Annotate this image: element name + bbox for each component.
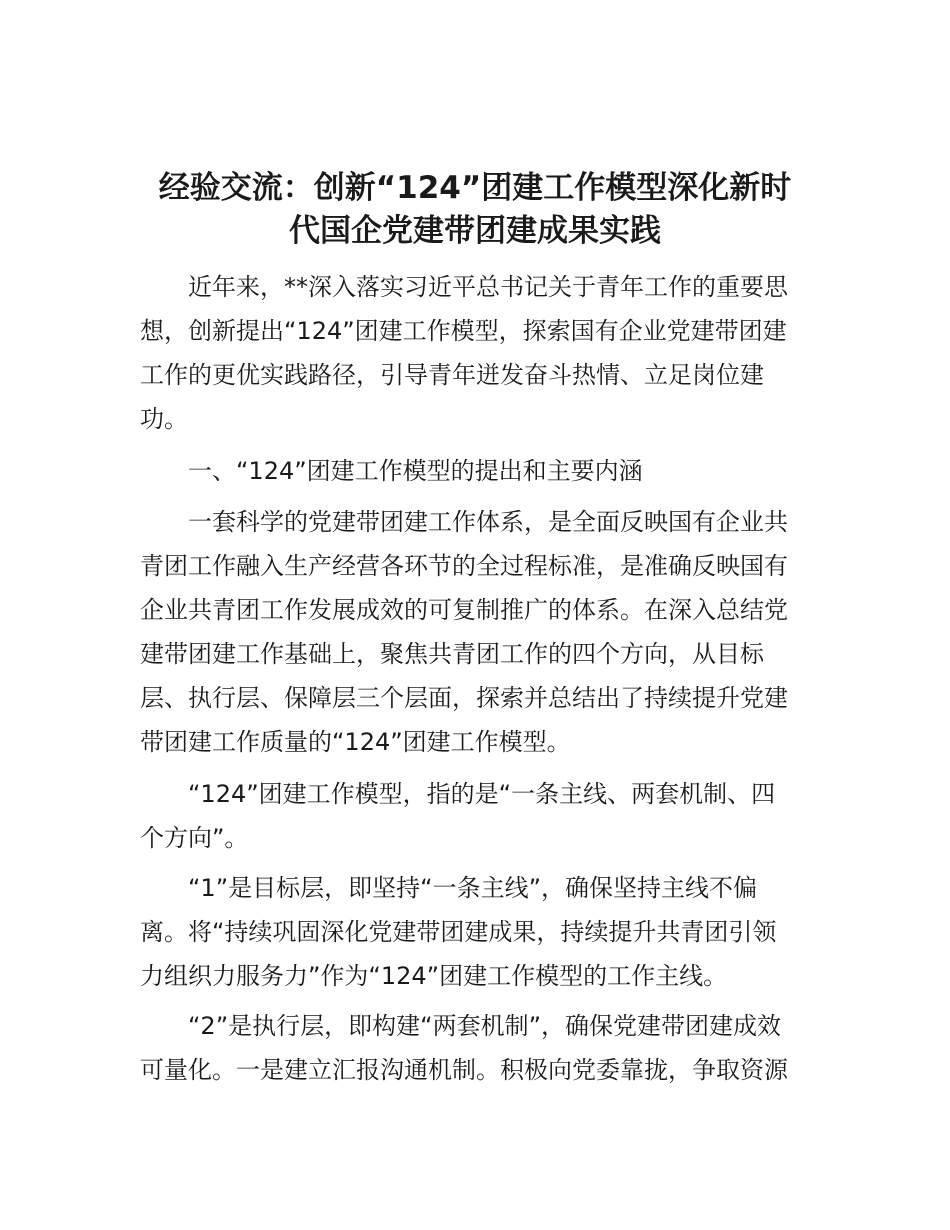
paragraph-line: 个方向”。 — [140, 824, 249, 852]
paragraph-line: 企业共青团工作发展成效的可复制推广的体系。在深入总结党 — [140, 596, 788, 624]
paragraph-line: 近年来，**深入落实习近平总书记关于青年工作的重要思 — [188, 273, 788, 301]
paragraph-line: 离。将“持续巩固深化党建带团建成果，持续提升共青团引领 — [140, 918, 777, 946]
paragraph-line: “124”团建工作模型，指的是“一条主线、两套机制、四 — [188, 780, 776, 808]
paragraph-line: 青团工作融入生产经营各环节的全过程标准，是准确反映国有 — [140, 552, 788, 580]
paragraph-line: 可量化。一是建立汇报沟通机制。积极向党委靠拢，争取资源 — [140, 1056, 788, 1084]
paragraph-target-layer — [140, 866, 812, 998]
paragraph-execution-layer — [140, 1004, 812, 1092]
paragraph-definition — [140, 772, 812, 860]
document-title-line-2: 代国企党建带团建成果实践 — [289, 213, 661, 249]
paragraph-line: 建带团建工作基础上，聚焦共青团工作的四个方向，从目标 — [140, 640, 764, 668]
section-heading-text: 一、“124”团建工作模型的提出和主要内涵 — [188, 457, 643, 485]
document-title-line-1: 经验交流：创新“124”团建工作模型深化新时 — [158, 170, 792, 206]
paragraph-line: 工作的更优实践路径，引导青年迸发奋斗热情、立足岗位建 — [140, 361, 764, 389]
paragraph-line: “2”是执行层，即构建“两套机制”，确保党建带团建成效 — [188, 1012, 782, 1040]
paragraph-line: 层、执行层、保障层三个层面，探索并总结出了持续提升党建 — [140, 684, 788, 712]
paragraph-system — [140, 500, 812, 764]
paragraph-intro — [140, 265, 812, 441]
paragraph-line: 功。 — [140, 405, 188, 433]
section-heading-1 — [140, 449, 812, 493]
paragraph-line: 一套科学的党建带团建工作体系，是全面反映国有企业共 — [188, 508, 788, 536]
paragraph-line: 力组织力服务力”作为“124”团建工作模型的工作主线。 — [140, 962, 728, 990]
paragraph-line: 带团建工作质量的“124”团建工作模型。 — [140, 728, 571, 756]
paragraph-line: “1”是目标层，即坚持“一条主线”，确保坚持主线不偏 — [188, 874, 758, 902]
paragraph-line: 想，创新提出“124”团建工作模型，探索国有企业党建带团建 — [140, 317, 787, 345]
